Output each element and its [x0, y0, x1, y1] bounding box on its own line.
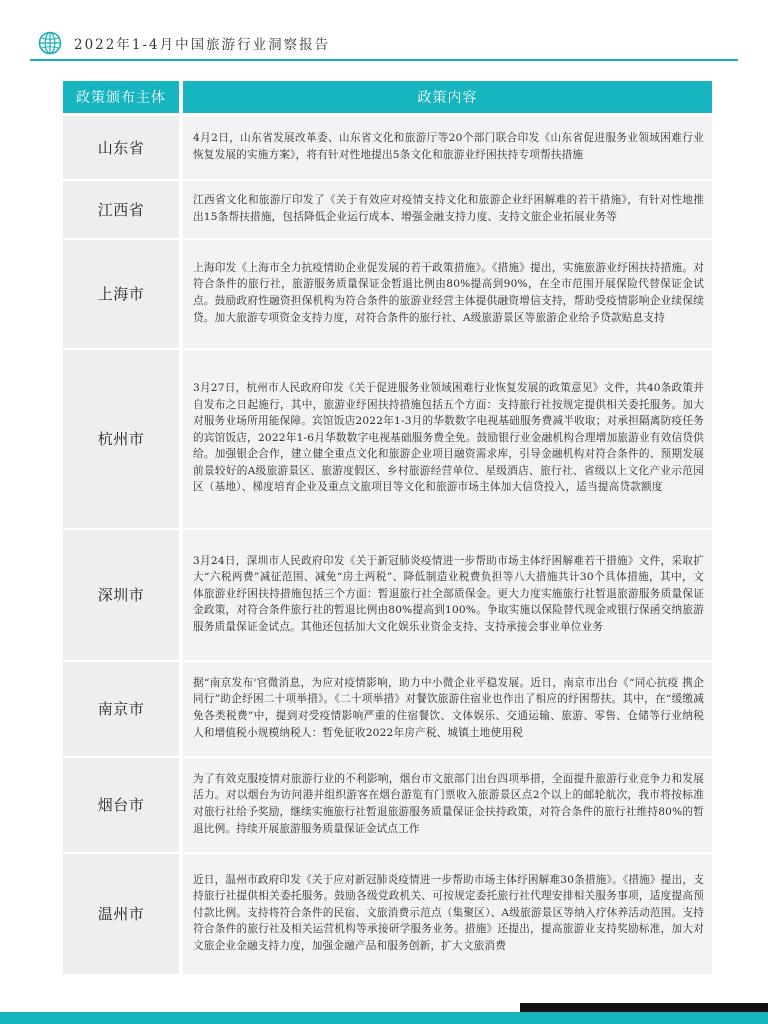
page-header [0, 0, 768, 62]
column-header-entity: 政策颁布主体 [63, 81, 181, 115]
table-row [63, 239, 712, 349]
footer-accent-bar [0, 1012, 768, 1024]
table-row [63, 180, 712, 239]
table-row [63, 349, 712, 529]
table-row [63, 757, 712, 853]
report-title: 2022年1-4月中国旅游行业洞察报告 [74, 37, 331, 53]
table-header-row [63, 81, 712, 115]
header-divider [30, 59, 738, 61]
policy-content: 为了有效克服疫情对旅游行业的不利影响，烟台市文旅部门出台四项举措，全面提升旅游行业竞争力和发展活力。对以烟台为访问港并组织游客在烟台游览有门票收入旅游景区点2个以上的邮轮航次，我市将按标准对旅行社给予奖励，继续实施旅行社暂退旅游服务质量保证金扶持政策，对符合条件的旅行社维持80%的暂退比例。持续开展旅游服务质量保证金试点工作 [181, 757, 712, 853]
policy-entity: 江西省 [63, 180, 181, 239]
table-row [63, 115, 712, 180]
table-row [63, 853, 712, 975]
policy-content: 上海印发《上海市全力抗疫情助企业促发展的若干政策措施》。《措施》提出，实施旅游业纾困扶持措施。对符合条件的旅行社，旅游服务质量保证金暂退比例由80%提高到90%，在全市范围开展保险代替保证金试点。鼓励政府性融资担保机构为符合条件的旅游业经营主体提供融资增信支持，帮助受疫情影响企业续保续贷。加大旅游专项资金支持力度，对符合条件的旅行社、A级旅游景区等旅游企业给予贷款贴息支持 [181, 239, 712, 349]
policy-entity: 南京市 [63, 661, 181, 757]
policy-entity: 深圳市 [63, 529, 181, 661]
policy-content: 近日，温州市政府印发《关于应对新冠肺炎疫情进一步帮助市场主体纾困解难30条措施》。《措施》提出，支持旅行社提供相关委托服务。鼓励各级党政机关、可按规定委托旅行社代理安排相关服务事项，适度提高预付款比例。支持将符合条件的民宿、文旅消费示范点（集聚区）、A级旅游景区等纳入疗休养活动范围。支持符合条件的旅行社及相关运营机构等承接研学服务业务。措施》还提出，提高旅游业支持奖励标准，加大对文旅企业金融支持力度，加强金融产品和服务创新，扩大文旅消费 [181, 853, 712, 975]
table-row [63, 529, 712, 661]
policy-table [63, 81, 712, 976]
policy-content: 江西省文化和旅游厅印发了《关于有效应对疫情支持文化和旅游企业纾困解难的若干措施》，有针对性地推出15条帮扶措施，包括降低企业运行成本、增强金融支持力度、支持文旅企业拓展业务等 [181, 180, 712, 239]
policy-entity: 上海市 [63, 239, 181, 349]
globe-icon [38, 31, 62, 55]
table-row [63, 661, 712, 757]
policy-content: 4月2日，山东省发展改革委、山东省文化和旅游厅等20个部门联合印发《山东省促进服务业领域困难行业恢复发展的实施方案》，将有针对性地提出5条文化和旅游业纾困扶持专项帮扶措施 [181, 115, 712, 180]
policy-content: 3月24日，深圳市人民政府印发《关于新冠肺炎疫情进一步帮助市场主体纾困解难若干措施》文件，采取扩大“六税两费”减征范围、减免“房土两税”、降低制造业税费负担等八大措施共计30个具体措施，其中，文体旅游业纾困扶持措施包括三个方面：暂退旅行社全部质保金。更大力度实施旅行社暂退旅游服务质量保证金政策，对符合条件旅行社的暂退比例由80%提高到100%。争取实施以保险替代现金或银行保函交纳旅游服务质量保证金试点。其他还包括加大文化娱乐业资金支持、支持承接会事业单位业务 [181, 529, 712, 661]
policy-entity: 烟台市 [63, 757, 181, 853]
footer-dark-bar [520, 1003, 768, 1012]
policy-entity: 山东省 [63, 115, 181, 180]
policy-content: 3月27日，杭州市人民政府印发《关于促进服务业领域困难行业恢复发展的政策意见》文件，共40条政策并自发布之日起施行，其中，旅游业纾困扶持措施包括五个方面：支持旅行社按规定提供相关委托服务。加大对服务业场所用能保障。宾馆饭店2022年1-3月的华数数字电视基础服务费减半收取；对承担隔离防疫任务的宾馆饭店，2022年1-6月华数数字电视基础服务费全免。鼓励银行业金融机构合理增加旅游业有效信贷供给。加强银企合作，建立健全重点文化和旅游企业项目融资需求库，引导金融机构对符合条件的、预期发展前景较好的A级旅游景区、旅游度假区、乡村旅游经营单位、星级酒店、旅行社、省级以上文化产业示范园区（基地）、梯度培育企业及重点文旅项目等文化和旅游市场主体加大信贷投入，适当提高贷款额度 [181, 349, 712, 529]
policy-content: 据“南京发布'官微消息，为应对疫情影响，助力中小微企业平稳发展。近日，南京市出台《“同心抗疫 携企同行”助企纾困二十项举措》。《二十项举措》对餐饮旅游住宿业也作出了相应的纾困帮扶。其中，在“缓缴减免各类税费”中，提到对受疫情影响严重的住宿餐饮、文体娱乐、交通运输、旅游、零售、仓储等行业纳税人和增值税小规模纳税人：暂免征收2022年房产税、城镇土地使用税 [181, 661, 712, 757]
column-header-content: 政策内容 [181, 81, 712, 115]
policy-entity: 温州市 [63, 853, 181, 975]
policy-entity: 杭州市 [63, 349, 181, 529]
